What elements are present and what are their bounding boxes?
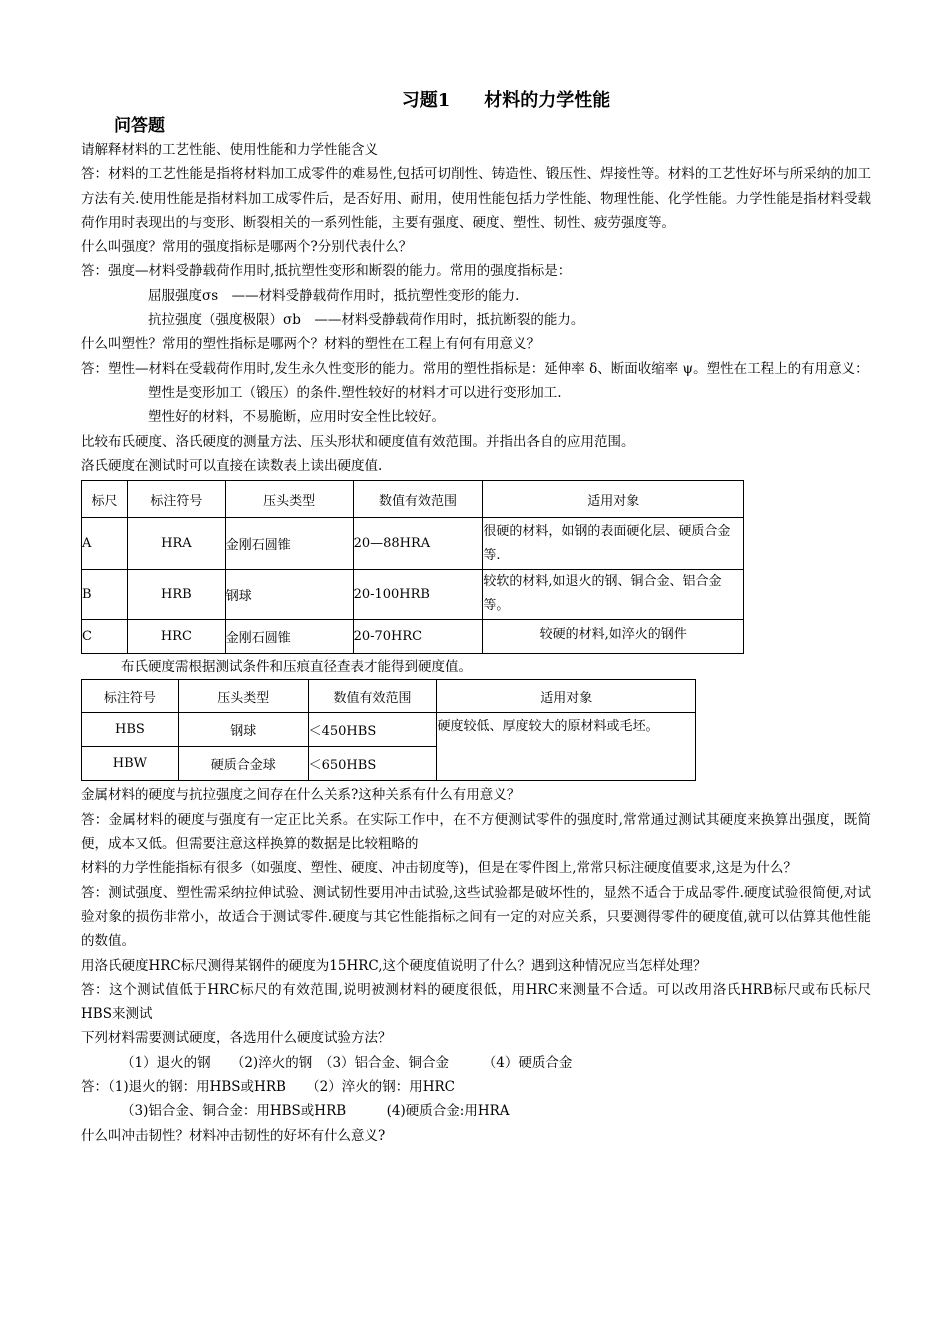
answer-3: 答：塑性—材料在受载荷作用时,发生永久性变形的能力。常用的塑性指标是：延伸率 δ、断面收缩率 ψ。塑性在工程上的有用意义： [81,360,869,377]
page-title [141,88,871,114]
answer-3-point-1: 塑性是变形加工（锻压）的条件.塑性较好的材料才可以进行变形加工. [148,384,562,401]
table-cell: 20—88HRA [353,518,483,570]
table-header: 标注符号 [82,680,179,713]
brinell-table [81,679,696,781]
section-heading: 问答题 [114,116,165,136]
table-header: 标注符号 [127,481,225,518]
table-cell: 较硬的材料,如淬火的钢件 [483,620,744,654]
table-cell: HRA [127,518,225,570]
table-cell-merged: 硬度较低、厚度较大的原材料或毛坯。 [437,713,696,781]
table-cell: HRB [127,570,225,620]
question-4: 比较布氏硬度、洛氏硬度的测量方法、压头形状和硬度值有效范围。并指出各自的应用范围。 [81,433,635,450]
table-row [82,518,744,570]
table-cell: 20-70HRC [353,620,483,654]
table-header: 数值有效范围 [308,680,437,713]
table-cell: ＜650HBS [308,747,437,781]
answer-8-line-2: （3)铝合金、铜合金：用HBS或HRB (4)硬质合金:用HRA [121,1103,510,1120]
table-row [82,570,744,620]
title-number: 习题1 [401,90,451,111]
answer-2: 答：强度—材料受静载荷作用时,抵抗塑性变形和断裂的能力。常用的强度指标是： [81,263,572,280]
table-cell: ＜450HBS [308,713,437,747]
table-cell: HRC [127,620,225,654]
table-cell: 金刚石圆锥 [225,518,353,570]
question-1: 请解释材料的工艺性能、使用性能和力学性能含义 [81,142,378,158]
question-3: 什么叫塑性？常用的塑性指标是哪两个？材料的塑性在工程上有何有用意义？ [81,336,540,353]
answer-7: 答：这个测试值低于HRC标尺的有效范围,说明被测材料的硬度很低，用HRC来测量不合适。可以改用洛氏HRB标尺或布氏标尺HBS来测试 [81,981,871,1023]
table-cell: C [82,620,128,654]
title-text: 材料的力学性能 [484,90,611,111]
brinell-intro: 布氏硬度需根据测试条件和压痕直径查表才能得到硬度值。 [121,659,472,676]
table-cell: 较软的材料,如退火的钢、铜合金、铝合金等。 [483,570,744,620]
document-page [81,88,871,1148]
table-cell: 很硬的材料，如钢的表面硬化层、硬质合金等. [483,518,744,570]
question-7: 用洛氏硬度HRC标尺测得某钢件的硬度为15HRC,这个硬度值说明了什么？遇到这种情况应当怎样处理？ [81,957,707,974]
table-header: 数值有效范围 [353,481,483,518]
answer-2-yield-strength: 屈服强度σs ——材料受静载荷作用时，抵抗塑性变形的能力. [148,287,520,304]
table-header: 压头类型 [178,680,308,713]
question-8-items: （1）退火的钢 （2)淬火的钢 （3）铝合金、铜合金 （4）硬质合金 [121,1054,573,1071]
question-9: 什么叫冲击韧性？材料冲击韧性的好坏有什么意义? [81,1127,386,1144]
table-row [82,620,744,654]
question-5: 金属材料的硬度与抗拉强度之间存在什么关系?这种关系有什么有用意义？ [81,787,521,804]
question-8: 下列材料需要测试硬度，各选用什么硬度试验方法？ [81,1030,392,1047]
rockwell-table [81,480,744,654]
table-cell: 钢球 [225,570,353,620]
table-cell: 20-100HRB [353,570,483,620]
table-cell: 金刚石圆锥 [225,620,353,654]
table-row [82,713,696,747]
table-header: 适用对象 [483,481,744,518]
table-header: 适用对象 [437,680,696,713]
answer-1: 答：材料的工艺性能是指将材料加工成零件的难易性,包括可切削性、铸造性、锻压性、焊接性等。材料的工艺性好坏与所采纳的加工方法有关.使用性能是指材料加工成零件后，是否好用、耐用，使用性能包括力学性能、物理性能、化学性能。力学性能是指材料受载荷作用时表现出的与变形、断裂相关的一系列性能，主要有强度、硬度、塑性、韧性、疲劳强度等。 [81,166,871,231]
table-cell: HBW [82,747,179,781]
table-cell: 硬质合金球 [178,747,308,781]
answer-5: 答：金属材料的硬度与强度有一定正比关系。在实际工作中，在不方便测试零件的强度时,常常通过测试其硬度来换算出强度，既简便，成本又低。但需要注意这样换算的数据是比较粗略的 [81,811,871,853]
answer-3-point-2: 塑性好的材料，不易脆断，应用时安全性比较好。 [148,409,445,426]
answer-2-tensile-strength: 抗拉强度（强度极限）σb ——材料受静载荷作用时，抵抗断裂的能力。 [148,312,585,329]
answer-6: 答：测试强度、塑性需采纳拉伸试验、测试韧性要用冲击试验,这些试验都是破坏性的，显然不适合于成品零件.硬度试验很简便,对试验对象的损伤非常小，故适合于测试零件.硬度与其它性能指标之间有一定的对应关系，只要测得零件的硬度值,就可以估算其他性能的数值。 [81,884,871,950]
answer-8-line-1: 答：（1)退火的钢：用HBS或HRB （2）淬火的钢：用HRC [81,1079,456,1096]
table-cell: HBS [82,713,179,747]
table-header-row [82,680,696,713]
table-header: 压头类型 [225,481,353,518]
rockwell-intro: 洛氏硬度在测试时可以直接在读数表上读出硬度值. [81,457,383,474]
table-header-row [82,481,744,518]
question-2: 什么叫强度？常用的强度指标是哪两个?分别代表什么？ [81,239,413,256]
table-cell: 钢球 [178,713,308,747]
table-cell: B [82,570,128,620]
table-cell: A [82,518,128,570]
question-6: 材料的力学性能指标有很多（如强度、塑性、硬度、冲击韧度等)，但是在零件图上,常常只标注硬度值要求,这是为什么？ [81,860,797,877]
table-header: 标尺 [82,481,128,518]
